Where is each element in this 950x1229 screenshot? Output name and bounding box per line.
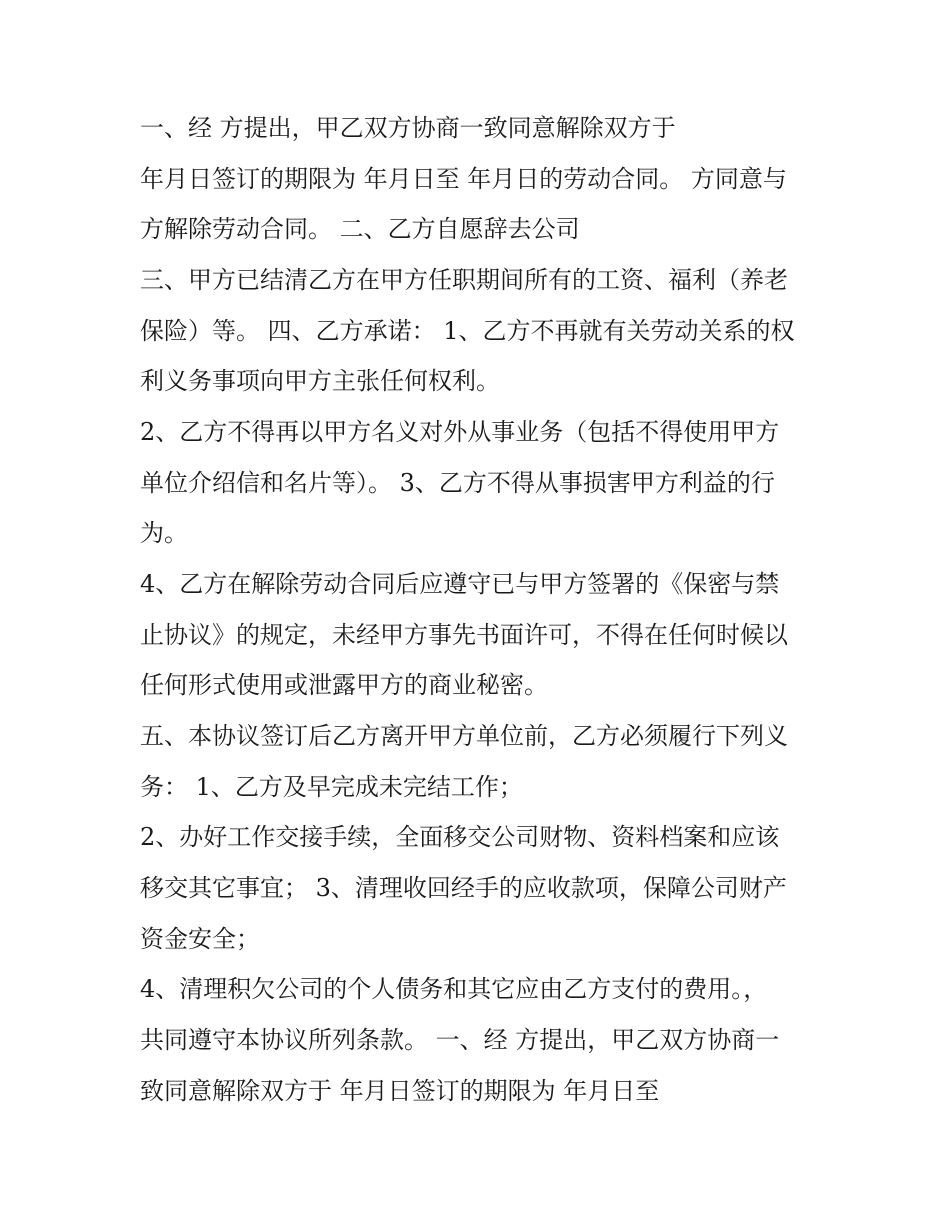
text-line: 2、乙方不得再以甲方名义对外从事业务（包括不得使用甲方 xyxy=(140,418,780,446)
text-line: 共同遵守本协议所列条款。 一、经 方提出，甲乙双方协商一 xyxy=(140,1026,780,1054)
text-line: 一、经 方提出，甲乙双方协商一致同意解除双方于 xyxy=(140,114,676,142)
text-line: 任何形式使用或泄露甲方的商业秘密。 xyxy=(140,671,548,699)
text-line: 移交其它事宜； 3、清理收回经手的应收款项，保障公司财产 xyxy=(140,874,787,902)
text-line: 止协议》的规定，未经甲方事先书面许可，不得在任何时候以 xyxy=(140,621,788,649)
text-line: 利义务事项向甲方主张任何权利。 xyxy=(140,367,500,395)
text-line: 保险）等。 四、乙方承诺： 1、乙方不再就有关劳动关系的权 xyxy=(140,317,795,345)
text-line: 4、清理积欠公司的个人债务和其它应由乙方支付的费用。， xyxy=(140,975,768,1003)
text-line: 五、本协议签订后乙方离开甲方单位前，乙方必须履行下列义 xyxy=(140,722,788,750)
text-line: 2、办好工作交接手续，全面移交公司财物、资料档案和应该 xyxy=(140,823,780,851)
text-line: 方解除劳动合同。 二、乙方自愿辞去公司 xyxy=(140,215,580,243)
text-line: 4、乙方在解除劳动合同后应遵守已与甲方签署的《保密与禁 xyxy=(140,570,780,598)
text-line: 务： 1、乙方及早完成未完结工作； xyxy=(140,773,523,801)
text-line: 为。 xyxy=(140,519,188,547)
text-line: 年月日签订的期限为 年月日至 年月日的劳动合同。 方同意与 xyxy=(140,165,787,193)
text-line: 致同意解除双方于 年月日签订的期限为 年月日至 xyxy=(140,1077,660,1105)
text-line: 三、甲方已结清乙方在甲方任职期间所有的工资、福利（养老 xyxy=(140,266,788,294)
text-line: 资金安全； xyxy=(140,925,260,953)
text-line: 单位介绍信和名片等）。 3、乙方不得从事损害甲方利益的行 xyxy=(140,469,775,497)
